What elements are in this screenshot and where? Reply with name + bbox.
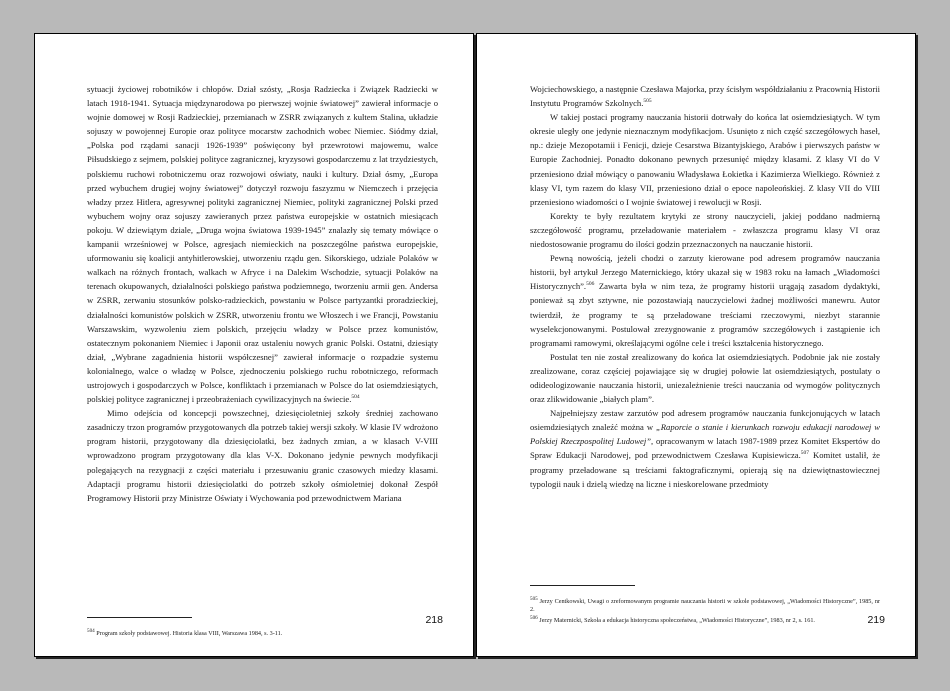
report-title: „Raporcie o stanie i kierunkach rozwoju edukacji narodowej w Polskiej Rzeczpospolitej Ludowej” [530,422,880,447]
paragraph-text: Najpełniejszy zestaw zarzutów pod adresem programów nauczania funkcjonujących w latach osiemdziesiątych znaleźć można w [530,408,880,433]
left-page [34,33,474,657]
footnote-text: Jerzy Maternicki, Szkoła a edukacja historyczna społeczeństwa, „Wiadomości Historyczne”, 1983, nr 2, s. 161. [537,617,815,625]
paragraph: Mimo odejścia od koncepcji powszechnej, dziesięcioletniej szkoły średniej zachowano zasadniczy trzon programów przygotowanych dla potrzeb takiej wersji szkoły. W klasie IV wdrożono program historii, przygotowany dla dziesięciolatki, bez żadnych zmian, a w klasach V-VIII wprowadzono program przygotowany dla klas V-X. Dokonano jedynie pewnych modyfikacji polegających na rezygnacji z części materiału i przesuwaniu granic czasowych miedzy klasami. Adaptacji programu historii dziesięciolatki do potrzeb szkoły ośmioletniej dokonał Zespół Programowy Historii przy Ministrze Oświaty i Wychowania pod przewodnictwem Mariana [87,408,438,503]
right-page [476,33,916,657]
footnote-number: 504 [87,628,95,634]
footnote-ref[interactable]: 507 [800,450,810,457]
page-number: 219 [867,614,885,626]
paragraph: W takiej postaci programy nauczania historii dotrwały do końca lat osiemdziesiątych. W tym okresie uległy one jedynie nieznacznym modyfikacjom. Usunięto z nich część szczegółowych haseł, np.: dzieje Mezopotamii i Fenicji, dzieje Cesarstwa Bizantyjskiego, Arabów i pierwszych państw w Europie Zachodniej. Ponadto dokonano pewnych przesunięć między klasami. Z klasy VI do V przeniesiono dział mówiący o panowaniu Władysława Łokietka i Kazimierza Wielkiego. Również z klasy VI, tym razem do klasy VII, przeniesiono dział o epoce napoleońskiej. Z klasy VII do VIII przeniesiono wiadomości o I wojnie światowej i rewolucji w Rosji. [530,112,880,207]
footnote-ref[interactable]: 504 [351,394,360,401]
paragraph-text: Komitet ustalił, że programy przeładowane są treściami faktograficznymi, opierają się na dziewiętnastowiecznej typologii nauk i dzielą wiedzę na liczne i nieskorelowane przedmioty [530,450,880,489]
paragraph-text: Pewną nowością, jeżeli chodzi o zarzuty kierowane pod adresem programów nauczania historii, był artykuł Jerzego Maternickiego, który ukazał się w 1983 roku na łamach „Wiadomości Historycznych”. [530,253,880,292]
right-page-body [530,82,880,491]
paragraph-text: , opracowanym w latach 1987-1989 przez Komitet Ekspertów do Spraw Edukacji Narodowej, pod przewodnictwem Czesława Kupisiewicza. [530,436,880,461]
paragraph [530,251,880,350]
footnote-ref[interactable]: 506 [586,281,595,288]
footnote [530,595,880,614]
footnote-text: Jerzy Centkowski, Uwagi o zreformowanym programie nauczania historii w szkole podstawowej, „Wiadomości Historyczne”, 1985, nr 2. [530,598,880,614]
paragraph: Postulat ten nie został zrealizowany do końca lat osiemdziesiątych. Podobnie jak nie zostały zrealizowane, coraz częściej pojawiające się w drugiej połowie lat osiemdziesiątych, postulaty o odideologizowanie nauczania historii, uniezależnienie treści nauczania od wymogów politycznych oraz zlikwidowanie „białych plam”. [530,351,880,405]
left-page-body [87,82,438,505]
footnote-separator [530,585,635,586]
paragraph-text: Zawarta była w nim teza, że programy historii urągają zasadom dydaktyki, ponieważ są zbyt sztywne, nie pozostawiają nauczycielowi żadnej możliwości manewru. Autor twierdził, że programy te są przeładowane treściami rzeczowymi, niezbyt starannie wyselekcjonowanymi. Postulował zrezygnowanie z programów szczegółowych i zastąpienie ich programami ramowymi, określającymi ogólne cele i treści kształcenia historycznego. [530,281,880,348]
page-number: 218 [425,614,443,626]
paragraph [530,82,880,110]
footnote-number: 505 [530,596,538,602]
footnote-number: 506 [530,615,538,622]
paragraph [87,82,438,406]
paragraph-text: sytuacji życiowej robotników i chłopów. Dział szósty, „Rosja Radziecka i Związek Radziecki w latach 1918-1941. Sytuacja międzynarodowa po pierwszej wojnie światowej” zawierał informacje o wojnie domowej w Rosji Radzieckiej, przemianach w ZSRR związanych z kultem Stalina, układzie sojuszy w powojennej Europie oraz polityce mocarstw zachodnich wobec Niemiec. Siódmy dział, „Polska pod rządami sanacji 1926-1939” poświęcony był przewrotowi majowemu, walce Piłsudskiego z sejmem, polskiej polityce zagranicznej, kryzysowi gospodarczemu z lat trzydziestych, polskiemu ruchowi robotniczemu oraz rozwojowi oświaty, nauki i kultury. Dział ósmy, „Europa przed wybuchem drugiej wojny światowej” dotyczył rozwoju faszyzmu w Niemczech i przejęcia władzy przez Hitlera, agresywnej polityki zagranicznej Niemiec, polityki zagranicznej Polski przed wybuchem wojny oraz sojuszy zawieranych przez państwa europejskie w ostatnich miesiącach pokoju. W dziewiątym dziale, „Druga wojna światowa 1939-1945” znalazły się tematy mówiące o kampanii wrześniowej w Polsce, agresjach niemieckich na poszczególne państwa europejskie, uformowaniu się koalicji antyhitlerowskiej, utworzeniu rządu gen. Sikorskiego, udziale Polaków w walkach na różnych frontach, walkach w Afryce i na Dalekim Wschodzie, sytuacji Polaków na terenach okupowanych, działalności polskiego państwa podziemnego, tworzeniu armii gen. Andersa w ZSRR, zerwaniu stosunków polsko-radzieckich, powstaniu w Polsce partyzantki proradzieckiej, działalności komunistów polskich w ZSRR, utworzeniu frontu we Włoszech i we Francji, Powstaniu Warszawskim, wyzwoleniu ziem polskich, przejęciu władzy w Polsce przez komunistów, ostatecznym pokonaniem Niemiec i Japonii oraz ustaleniu nowych granic Polski. Ostatni, dziesiąty dział, „Wybrane zagadnienia historii współczesnej” zawierał informacje o rozpadzie systemu kolonialnego, walce o władzę w Polsce, zjednoczeniu polskiego ruchu robotniczego, reformach ustrojowych i gospodarczych w Polsce, konfliktach i przemianach w Polsce do lat osiemdziesiątych, polskiej polityce zagranicznej i przeobrażeniach cywilizacyjnych na świecie. [87,84,438,405]
paragraph: Korekty te były rezultatem krytyki ze strony nauczycieli, jakiej poddano nadmierną szczegółowość programu, przeładowanie materiałem - zwłaszcza programu klasy VI oraz niedostosowanie programu do ilości godzin przeznaczonych na nauczanie historii. [530,210,880,250]
footnote-text: Program szkoły podstawowej. Historia klasa VIII, Warszawa 1984, s. 3-11. [94,630,283,638]
footnotes [87,627,438,638]
footnote-ref[interactable]: 505 [643,98,652,105]
footnote [530,614,880,625]
paragraph-text: Wojciechowskiego, a następnie Czesława Majorka, przy ścisłym współdziałaniu z Pracownią Historii Instytutu Programów Szkolnych. [530,84,880,109]
footnote [87,627,438,638]
footnote-separator [87,617,192,618]
footnotes [530,595,880,626]
paragraph [530,406,880,491]
